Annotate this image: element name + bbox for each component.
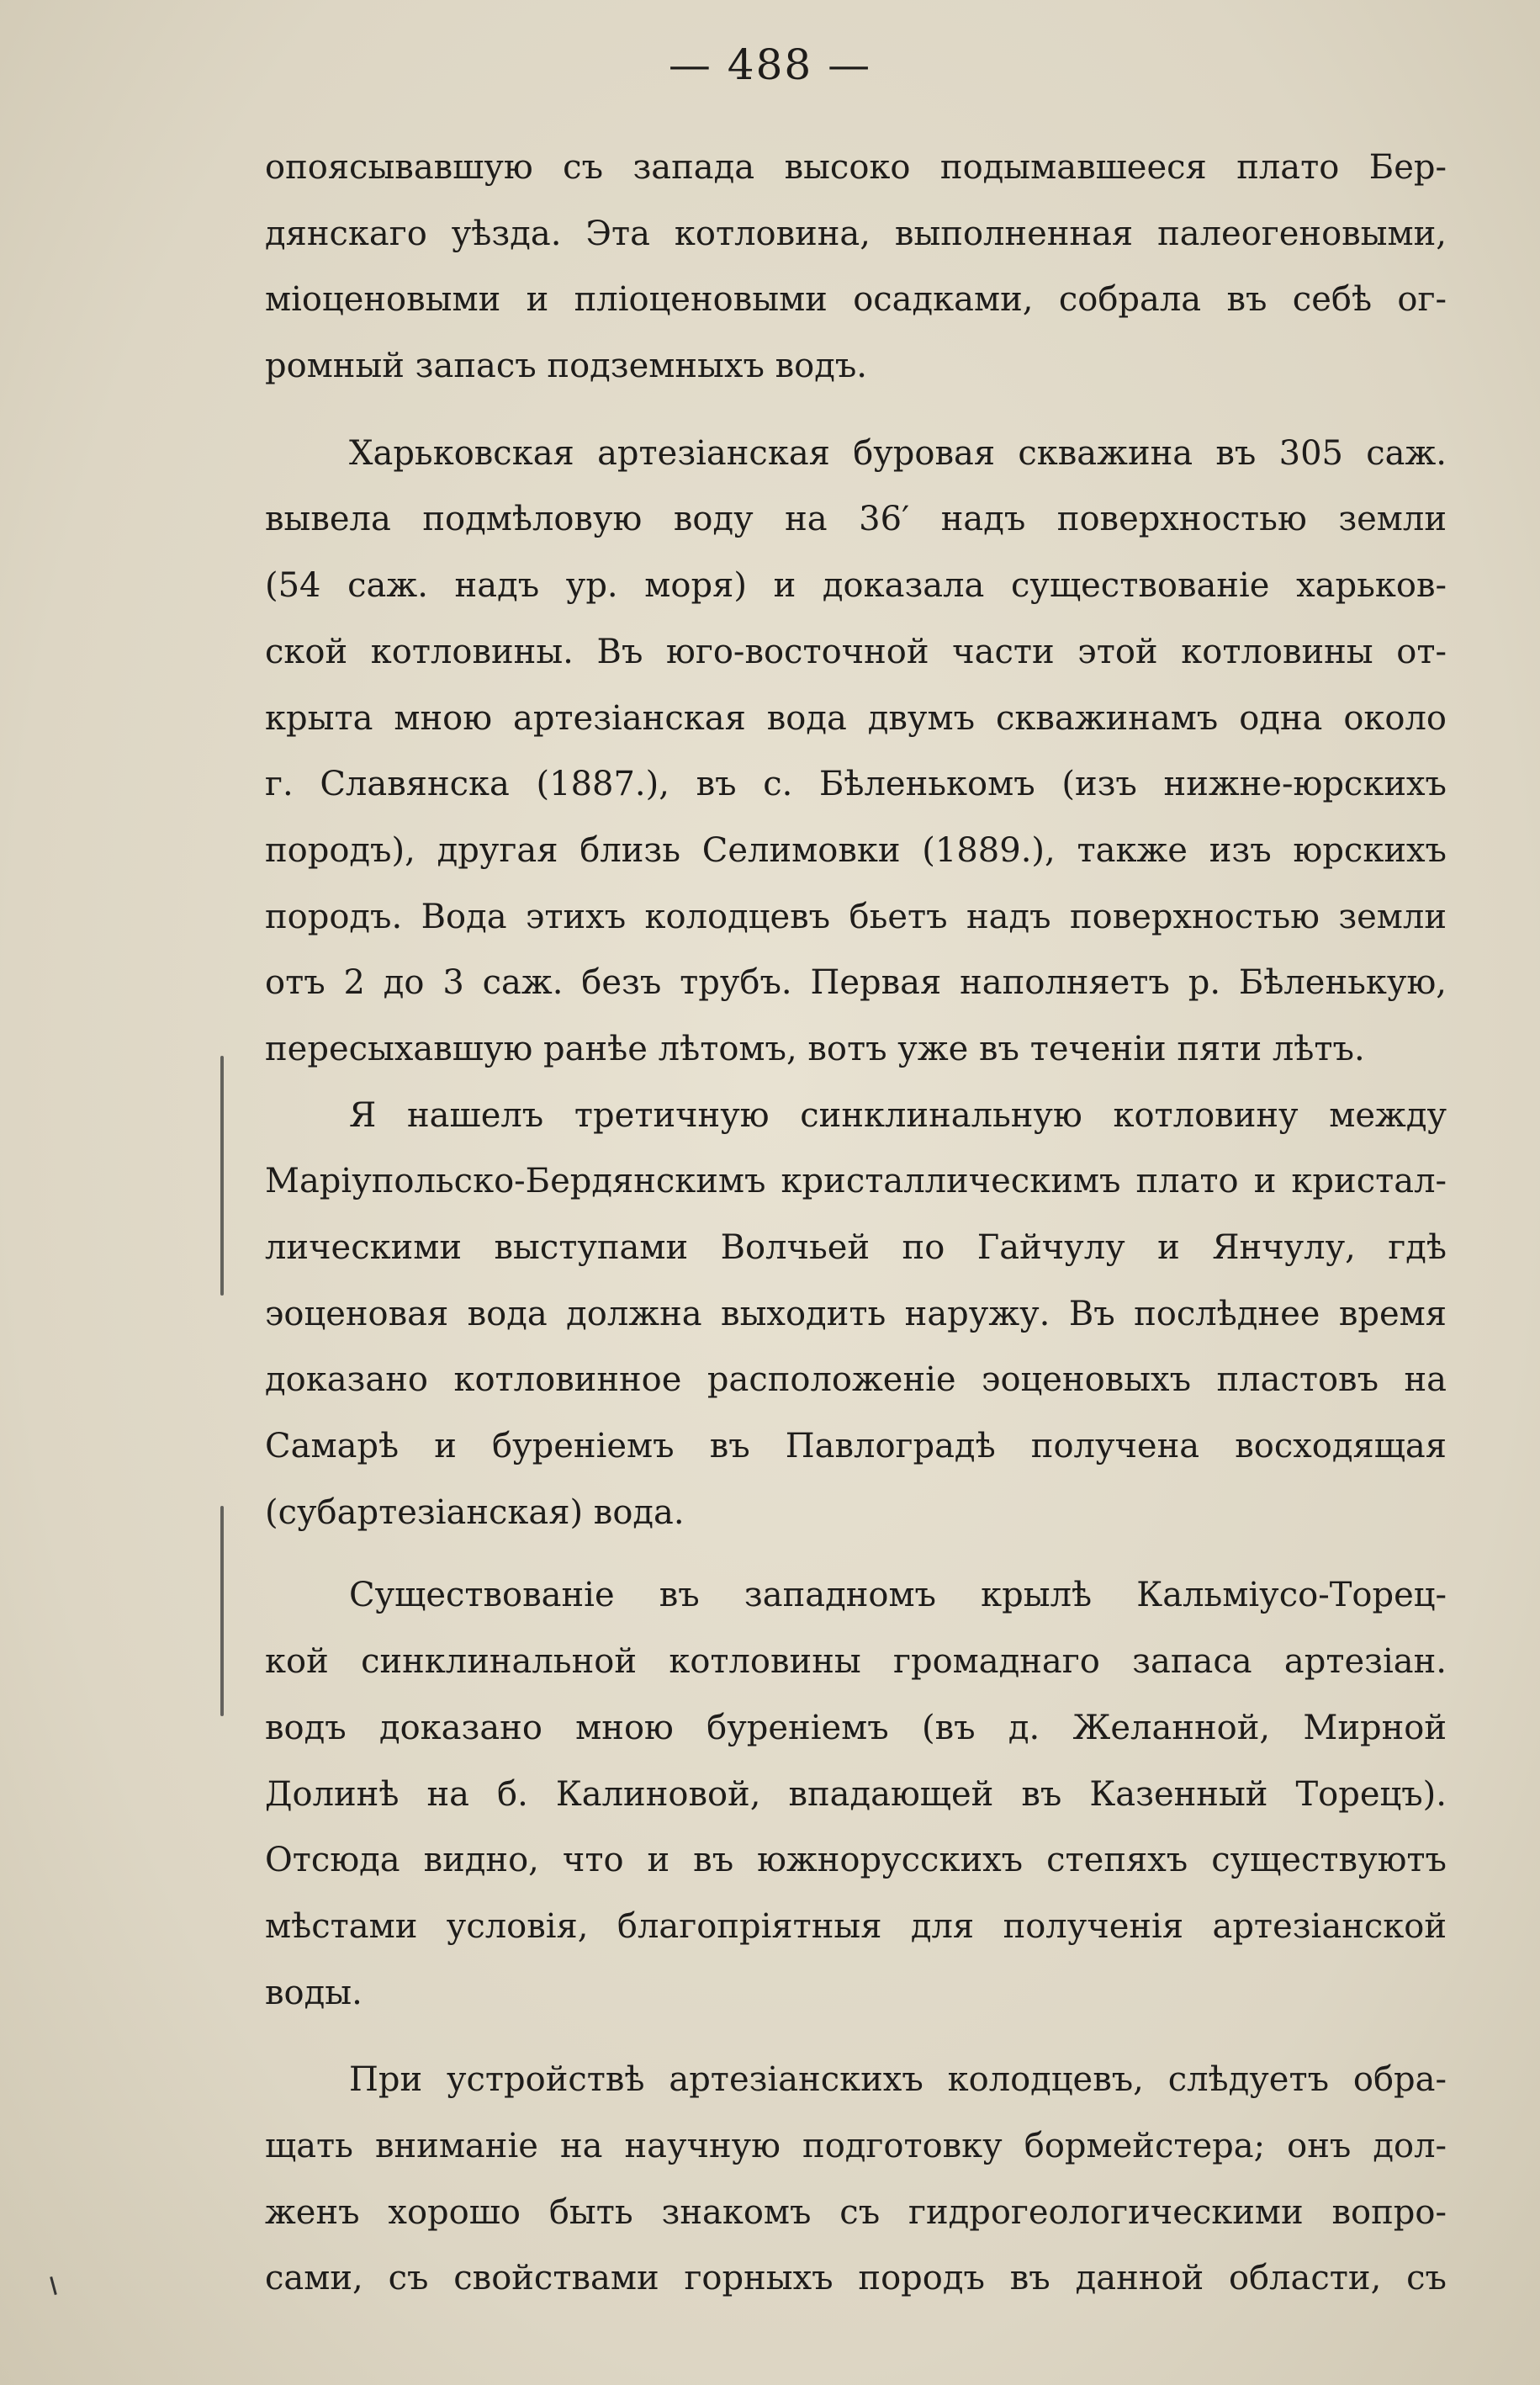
text-line: Существованіе въ западномъ крылѣ Кальміусо-Торец- xyxy=(349,1576,1447,1615)
text-line: Отсюда видно, что и въ южнорусскихъ степяхъ существуютъ xyxy=(265,1841,1447,1880)
text-line: кой синклинальной котловины громаднаго запаса артезіан. xyxy=(265,1642,1447,1682)
text-line: щать вниманіе на научную подготовку бормейстера; онъ дол- xyxy=(265,2126,1447,2165)
stray-mark xyxy=(50,2276,57,2295)
text-line: женъ хорошо быть знакомъ съ гидрогеологическими вопро- xyxy=(265,2192,1447,2232)
text-line: ской котловины. Въ юго-восточной части этой котловины от- xyxy=(265,632,1447,671)
text-line: дянскаго уѣзда. Эта котловина, выполненная палеогеновыми, xyxy=(265,214,1447,253)
text-line: мѣстами условія, благопріятныя для полученія артезіанской xyxy=(265,1906,1447,1946)
text-line: Харьковская артезіанская буровая скважина въ 305 саж. xyxy=(349,433,1447,473)
margin-pencil-mark xyxy=(220,1056,224,1296)
text-line: вывела подмѣловую воду на 36′ надъ поверхностью земли xyxy=(265,500,1447,539)
text-line: Я нашелъ третичную синклинальную котловину между xyxy=(349,1095,1447,1135)
margin-pencil-mark xyxy=(220,1506,224,1716)
text-line: г. Славянска (1887.), въ с. Бѣленькомъ (изъ нижне-юрскихъ xyxy=(265,765,1447,804)
text-line: (54 саж. надъ ур. моря) и доказала существованіе харьков- xyxy=(265,566,1447,606)
text-line: доказано котловинное расположеніе эоценовыхъ пластовъ на xyxy=(265,1360,1447,1400)
text-line: воды. xyxy=(265,1973,363,2012)
text-line: міоценовыми и пліоценовыми осадками, собрала въ себѣ ог- xyxy=(265,280,1447,320)
text-line: ромный запасъ подземныхъ водъ. xyxy=(265,347,867,386)
text-line: пересыхавшую ранѣе лѣтомъ, вотъ уже въ теченіи пяти лѣтъ. xyxy=(265,1029,1365,1068)
page-number: — 488 — xyxy=(668,40,872,89)
text-line: эоценовая вода должна выходить наружу. Въ послѣднее время xyxy=(265,1294,1447,1333)
text-line: опоясывавшую съ запада высоко подымавшееся плато Бер- xyxy=(265,148,1447,187)
text-line: водъ доказано мною буреніемъ (въ д. Желанной, Мирной xyxy=(265,1708,1447,1747)
text-line: (субартезіанская) вода. xyxy=(265,1492,685,1532)
text-line: сами, съ свойствами горныхъ породъ въ данной области, съ xyxy=(265,2259,1447,2298)
text-line: отъ 2 до 3 саж. безъ трубъ. Первая наполняетъ р. Бѣленькую, xyxy=(265,963,1447,1003)
text-line: Долинѣ на б. Калиновой, впадающей въ Казенный Торецъ). xyxy=(265,1774,1447,1814)
text-line: породъ), другая близь Селимовки (1889.), также изъ юрскихъ xyxy=(265,830,1447,870)
text-line: крыта мною артезіанская вода двумъ скважинамъ одна около xyxy=(265,698,1447,738)
body-text xyxy=(265,135,1447,2312)
text-line: При устройствѣ артезіанскихъ колодцевъ, слѣдуетъ обра- xyxy=(349,2060,1447,2100)
text-line: породъ. Вода этихъ колодцевъ бьетъ надъ поверхностью земли xyxy=(265,897,1447,936)
text-line: Самарѣ и буреніемъ въ Павлоградѣ получена восходящая xyxy=(265,1427,1447,1466)
text-line: лическими выступами Волчьей по Гайчулу и Янчулу, гдѣ xyxy=(265,1228,1447,1267)
text-line: Маріупольско-Бердянскимъ кристаллическимъ плато и кристал- xyxy=(265,1162,1447,1201)
